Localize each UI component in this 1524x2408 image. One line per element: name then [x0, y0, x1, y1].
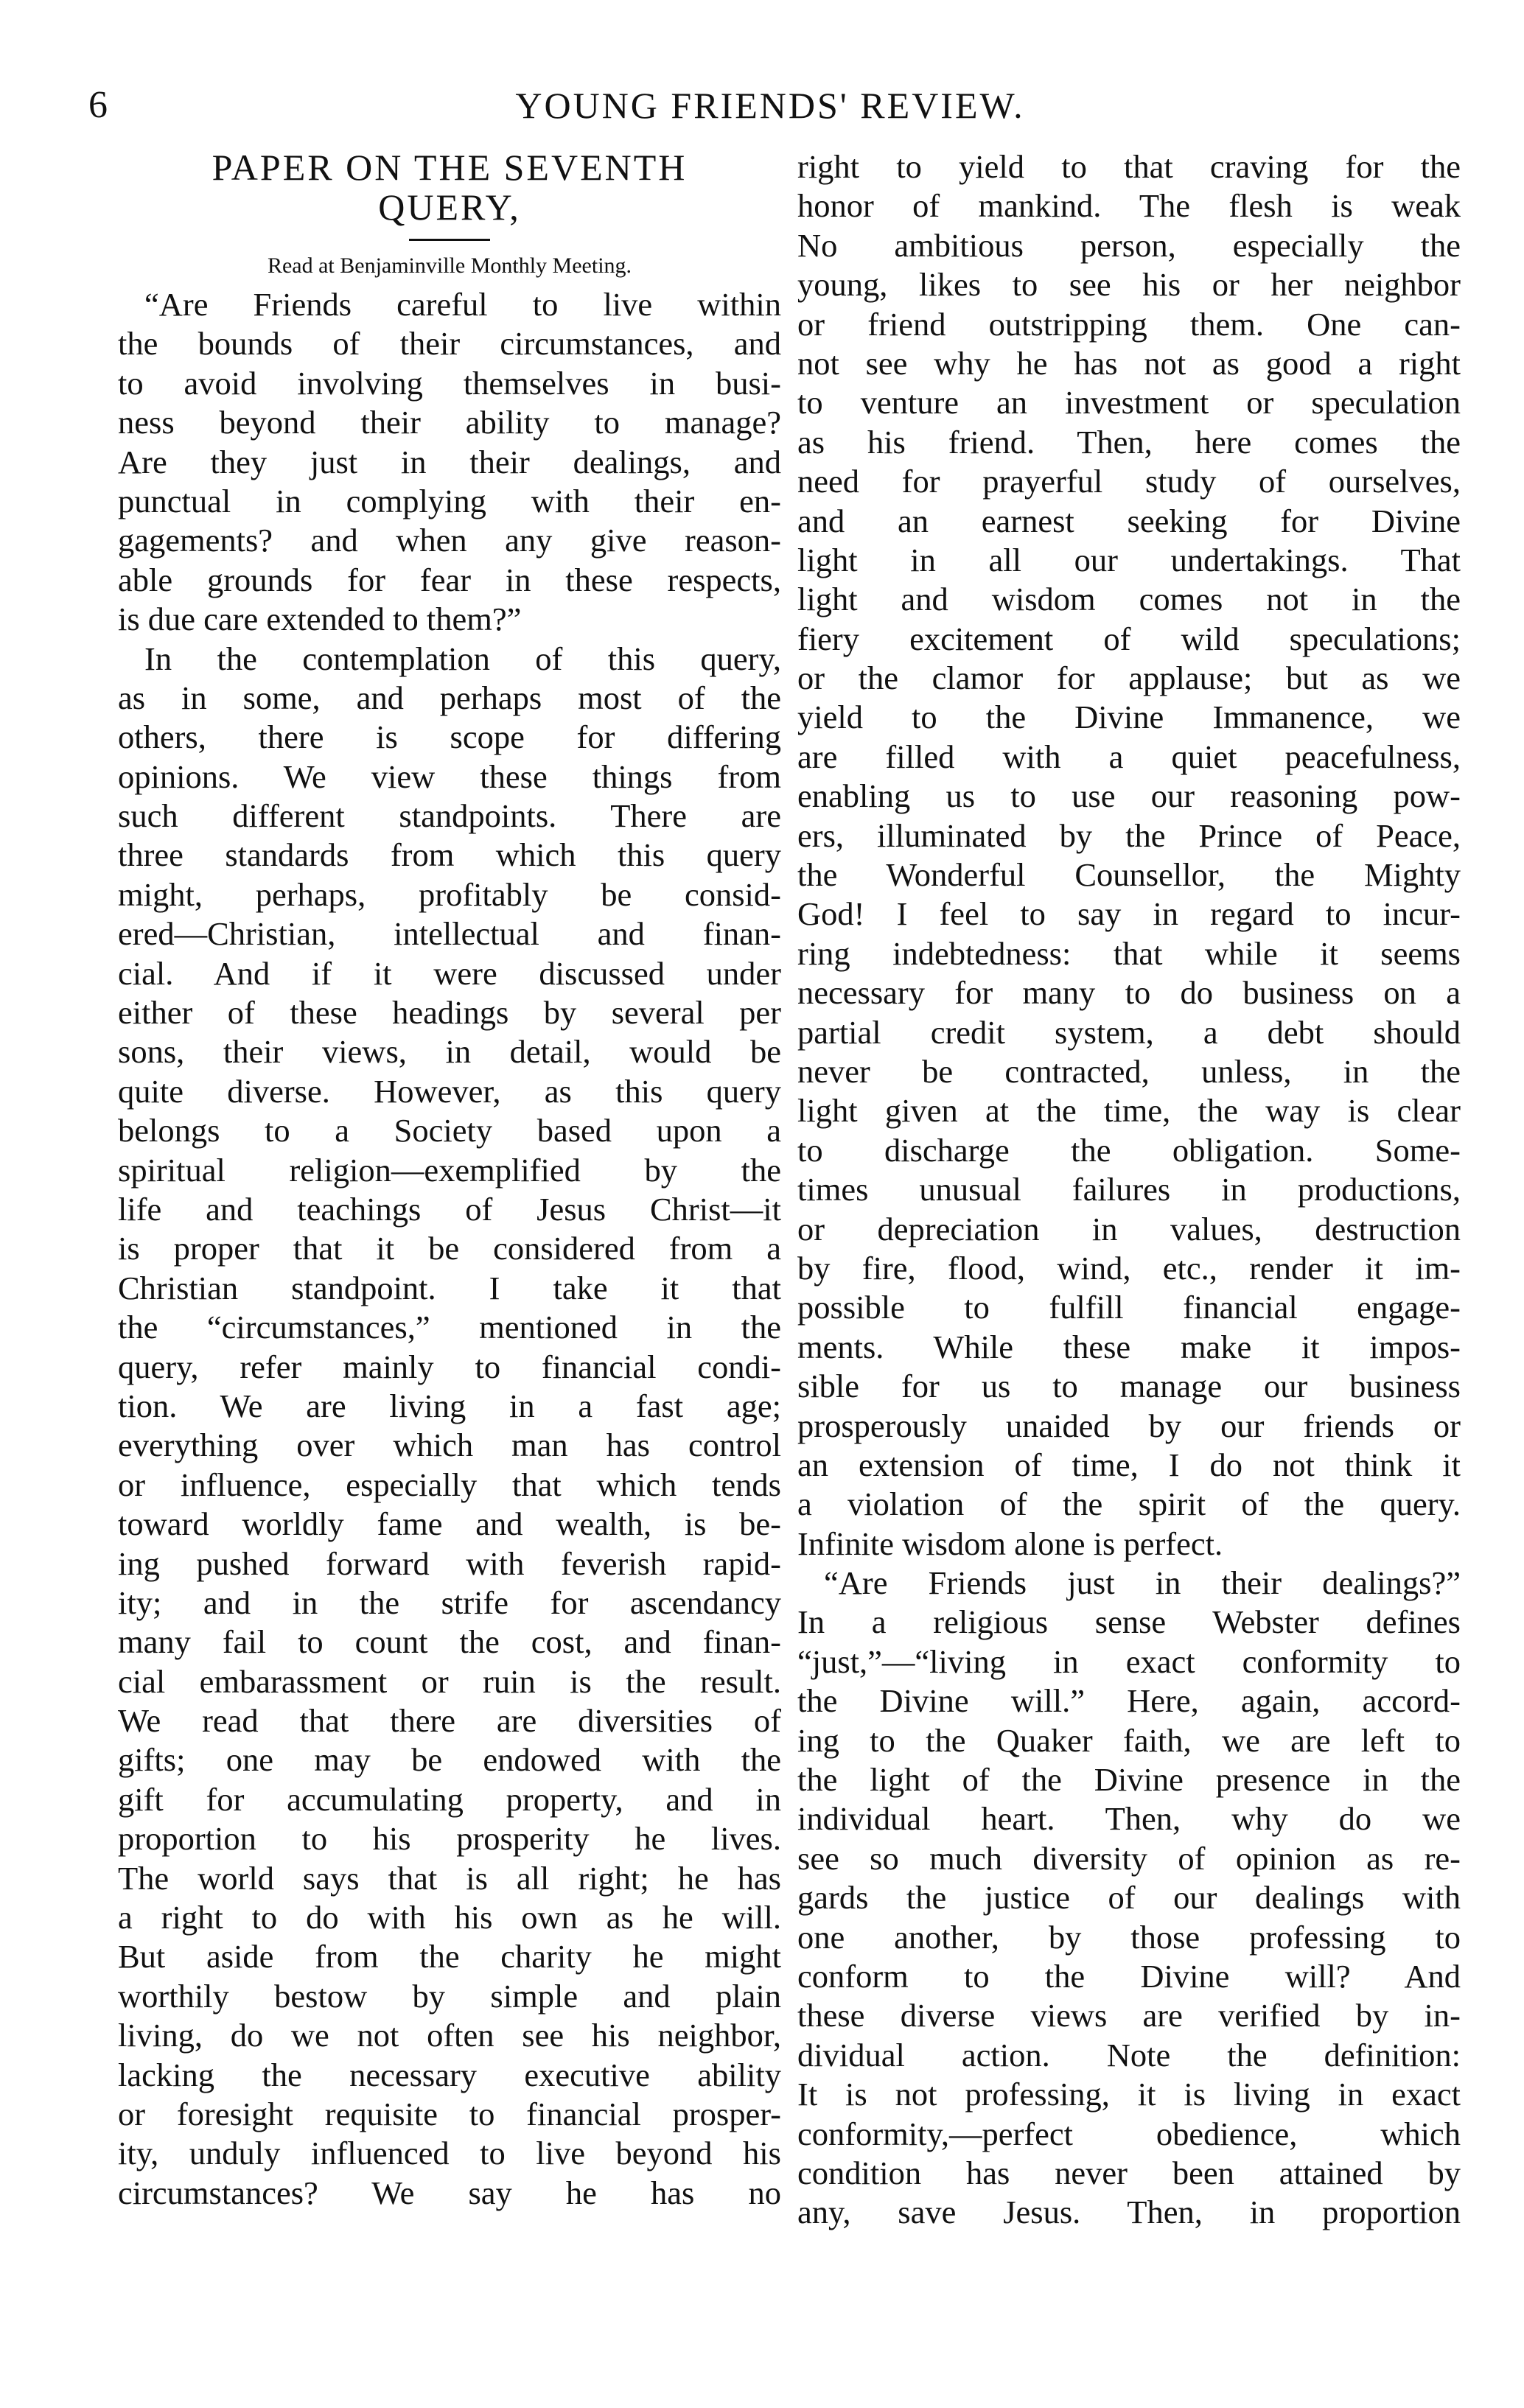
text-line: lacking the necessary executive ability: [118, 2056, 781, 2093]
text-line: ing pushed forward with feverish rapid-: [118, 1544, 781, 1582]
text-line: or influence, especially that which tends: [118, 1466, 781, 1503]
text-line: tion. We are living in a fast age;: [118, 1387, 781, 1424]
text-line: ring indebtedness: that while it seems: [797, 934, 1461, 972]
text-line: Infinite wisdom alone is perfect.: [797, 1525, 1223, 1562]
text-line: punctual in complying with their en-: [118, 482, 781, 519]
text-line: In the contemplation of this query,: [144, 640, 781, 677]
text-line: the Wonderful Counsellor, the Mighty: [797, 856, 1461, 894]
text-line: light given at the time, the way is clear: [797, 1092, 1461, 1130]
text-line: are filled with a quiet peacefulness,: [797, 738, 1461, 775]
text-line: need for prayerful study of ourselves,: [797, 463, 1461, 500]
left-column: [118, 147, 781, 2213]
text-line: or the clamor for applause; but as we: [797, 659, 1461, 697]
text-line: In a religious sense Webster defines: [797, 1603, 1461, 1641]
text-line: individual heart. Then, why do we: [797, 1800, 1461, 1838]
text-line: a right to do with his own as he will.: [118, 1899, 781, 1936]
text-line: ments. While these make it impos-: [797, 1328, 1461, 1365]
text-line: No ambitious person, especially the: [797, 226, 1461, 264]
text-line: or friend outstripping them. One can-: [797, 305, 1461, 343]
text-line: Are they just in their dealings, and: [118, 443, 781, 480]
text-line: But aside from the charity he might: [118, 1938, 781, 1975]
text-line: a violation of the spirit of the query.: [797, 1485, 1461, 1523]
text-line: opinions. We view these things from: [118, 757, 781, 795]
text-line: living, do we not often see his neighbor,: [118, 2017, 781, 2054]
text-line: spiritual religion—exemplified by the: [118, 1151, 781, 1189]
title-divider: [409, 239, 490, 241]
text-line: cial embarassment or ruin is the result.: [118, 1662, 781, 1700]
running-head: [88, 80, 1452, 131]
text-line: ness beyond their ability to manage?: [118, 404, 781, 441]
text-line: as his friend. Then, here comes the: [797, 423, 1461, 461]
text-line: “Are Friends just in their dealings?”: [824, 1564, 1461, 1602]
text-line: as in some, and perhaps most of the: [118, 679, 781, 716]
text-line: ered—Christian, intellectual and finan-: [118, 915, 781, 953]
text-line: quite diverse. However, as this query: [118, 1072, 781, 1110]
text-line: ity, unduly influenced to live beyond his: [118, 2135, 781, 2172]
text-line: enabling us to use our reasoning pow-: [797, 777, 1461, 815]
text-line: gagements? and when any give reason-: [118, 522, 781, 559]
text-line: see so much diversity of opinion as re-: [797, 1839, 1461, 1877]
text-line: ers, illuminated by the Prince of Peace,: [797, 816, 1461, 854]
text-line: these diverse views are verified by in-: [797, 1997, 1461, 2034]
text-line: an extension of time, I do not think it: [797, 1446, 1461, 1483]
text-line: necessary for many to do business on a: [797, 974, 1461, 1012]
text-line: light and wisdom comes not in the: [797, 581, 1461, 618]
text-line: belongs to a Society based upon a: [118, 1112, 781, 1149]
text-line: conform to the Divine will? And: [797, 1957, 1461, 1995]
text-line: to discharge the obligation. Some-: [797, 1131, 1461, 1169]
text-line: to avoid involving themselves in busi-: [118, 364, 781, 402]
text-line: by fire, flood, wind, etc., render it im-: [797, 1249, 1461, 1287]
text-line: circumstances? We say he has no: [118, 2174, 781, 2211]
text-line: gift for accumulating property, and in: [118, 1780, 781, 1818]
text-line: life and teachings of Jesus Christ—it: [118, 1190, 781, 1228]
text-line: proportion to his prosperity he lives.: [118, 1820, 781, 1858]
text-line: never be contracted, unless, in the: [797, 1052, 1461, 1090]
text-line: or foresight requisite to financial prosper-: [118, 2095, 781, 2132]
text-line: many fail to count the cost, and finan-: [118, 1623, 781, 1661]
article-byline: Read at Benjaminville Monthly Meeting.: [267, 253, 632, 278]
text-line: is due care extended to them?”: [118, 601, 522, 638]
text-line: or depreciation in values, destruction: [797, 1210, 1461, 1247]
text-line: yield to the Divine Immanence, we: [797, 699, 1461, 736]
text-line: and an earnest seeking for Divine: [797, 502, 1461, 539]
text-line: query, refer mainly to financial condi-: [118, 1348, 781, 1385]
text-line: The world says that is all right; he has: [118, 1859, 781, 1897]
text-line: the bounds of their circumstances, and: [118, 325, 781, 363]
text-line: others, there is scope for differing: [118, 718, 781, 756]
text-line: young, likes to see his or her neighbor: [797, 266, 1461, 304]
text-line: times unusual failures in productions,: [797, 1171, 1461, 1208]
text-line: gifts; one may be endowed with the: [118, 1741, 781, 1779]
text-line: It is not professing, it is living in exact: [797, 2076, 1461, 2113]
text-line: ity; and in the strife for ascendancy: [118, 1583, 781, 1621]
text-line: partial credit system, a debt should: [797, 1013, 1461, 1051]
text-line: not see why he has not as good a right: [797, 344, 1461, 382]
text-line: honor of mankind. The flesh is weak: [797, 187, 1461, 225]
text-line: everything over which man has control: [118, 1427, 781, 1464]
text-line: sons, their views, in detail, would be: [118, 1033, 781, 1071]
text-line: either of these headings by several per: [118, 994, 781, 1032]
text-line: is proper that it be considered from a: [118, 1230, 781, 1267]
text-line: “just,”—“living in exact conformity to: [797, 1642, 1461, 1680]
text-line: God! I feel to say in regard to incur-: [797, 895, 1461, 933]
text-line: such different standpoints. There are: [118, 797, 781, 835]
text-line: the Divine will.” Here, again, accord-: [797, 1682, 1461, 1720]
text-line: condition has never been attained by: [797, 2154, 1461, 2191]
text-line: ing to the Quaker faith, we are left to: [797, 1721, 1461, 1759]
text-line: worthily bestow by simple and plain: [118, 1977, 781, 2015]
text-line: fiery excitement of wild speculations;: [797, 620, 1461, 657]
text-line: light in all our undertakings. That: [797, 541, 1461, 578]
text-line: any, save Jesus. Then, in proportion: [797, 2194, 1461, 2231]
text-line: dividual action. Note the definition:: [797, 2036, 1461, 2073]
text-line: right to yield to that craving for the: [797, 148, 1461, 185]
text-line: Christian standpoint. I take it that: [118, 1269, 781, 1306]
text-line: prosperously unaided by our friends or: [797, 1407, 1461, 1444]
right-column: [797, 147, 1461, 2233]
text-line: three standards from which this query: [118, 836, 781, 874]
text-line: “Are Friends careful to live within: [144, 286, 781, 323]
text-line: one another, by those professing to: [797, 1918, 1461, 1956]
text-line: cial. And if it were discussed under: [118, 954, 781, 992]
article-title-line-1: PAPER ON THE SEVENTH: [212, 147, 688, 188]
text-line: conformity,—perfect obedience, which: [797, 2115, 1461, 2152]
text-line: the “circumstances,” mentioned in the: [118, 1309, 781, 1346]
text-line: sible for us to manage our business: [797, 1368, 1461, 1405]
text-line: We read that there are diversities of: [118, 1702, 781, 1740]
page-number: 6: [88, 84, 108, 126]
text-line: toward worldly fame and wealth, is be-: [118, 1505, 781, 1543]
text-line: the light of the Divine presence in the: [797, 1761, 1461, 1799]
journal-title: YOUNG FRIENDS' REVIEW.: [515, 85, 1025, 126]
text-line: gards the justice of our dealings with: [797, 1879, 1461, 1917]
text-line: able grounds for fear in these respects,: [118, 561, 781, 598]
text-line: possible to fulfill financial engage-: [797, 1289, 1461, 1326]
article-title-line-2: QUERY,: [378, 186, 521, 228]
text-line: to venture an investment or speculation: [797, 384, 1461, 421]
text-line: might, perhaps, profitably be consid-: [118, 875, 781, 913]
